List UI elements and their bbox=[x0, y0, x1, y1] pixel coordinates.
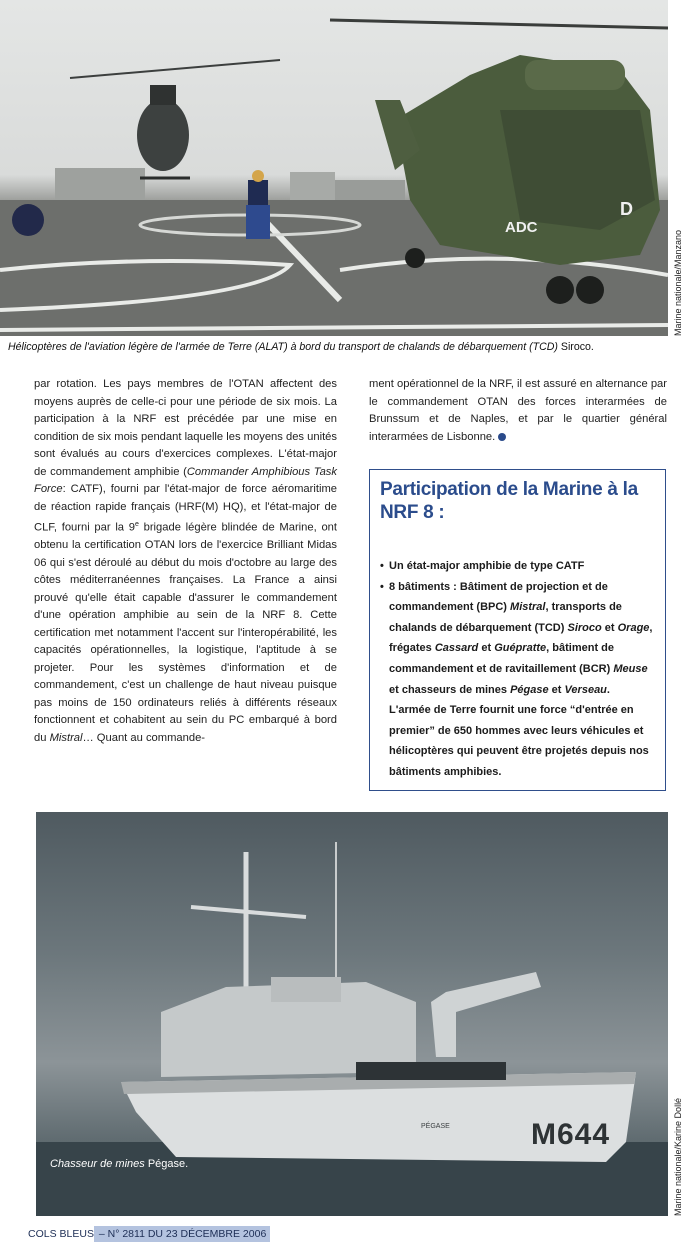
ship-name: Orage bbox=[617, 621, 650, 634]
info-box-text: . bbox=[606, 683, 610, 696]
article-superscript: e bbox=[134, 521, 139, 528]
info-box bbox=[369, 469, 666, 791]
info-box-text: 8 bâtiments : Bâtiment de projection et de commandement (BPC) bbox=[389, 580, 608, 614]
article-text-4: … Quant au commande- bbox=[82, 731, 206, 744]
helicopter-marking-code: ADC bbox=[505, 219, 538, 236]
article-text-1: par rotation. Les pays membres de l'OTAN affectent des moyens auprès de celle-ci pour une période de six mois. La participation à la NRF est précédée par une mise en condition de six mois pendant laquelle les moyens des unités sont évalués au cours d'exercices complexes. L'état-major de commandement amphibie ( bbox=[34, 378, 337, 478]
info-box-text: et bbox=[601, 621, 618, 634]
end-of-article-dot-icon bbox=[498, 433, 506, 441]
ship-name: Cassard bbox=[434, 642, 479, 655]
hull-number: M644 bbox=[531, 1118, 611, 1151]
bottom-caption-name: Pégase. bbox=[147, 1158, 189, 1170]
article-ship-mistral: Mistral bbox=[49, 731, 83, 744]
bullet-icon: • bbox=[380, 580, 384, 593]
top-caption-text: Hélicoptères de l'aviation légère de l'armée de Terre (ALAT) à bord du transport de chalands de débarquement (TCD) bbox=[8, 341, 558, 353]
article-paragraph-right bbox=[369, 376, 667, 446]
info-box-text: et chasseurs de mines bbox=[389, 683, 511, 696]
bottom-photo-credit: Marine nationale/Karine Dollé bbox=[673, 1097, 683, 1216]
ship-name: Siroco bbox=[567, 621, 602, 634]
article-right-column bbox=[369, 376, 667, 446]
helicopter-deck-photo bbox=[0, 0, 668, 336]
bottom-photo-caption bbox=[50, 1158, 188, 1170]
top-photo-credit: Marine nationale/Manzano bbox=[673, 229, 683, 336]
ship-name: Guépratte bbox=[494, 642, 547, 655]
article-text-right: ment opérationnel de la NRF, il est assuré en alternance par le commandement OTAN des forces interarmées de Brunssum et de Naples, et par le quartier général interarmées de Lisbonne. bbox=[369, 378, 667, 443]
info-box-text: , transports de chalands de débarquement (TCD) bbox=[389, 601, 622, 634]
footer-magazine: COLS BLEUS bbox=[28, 1228, 94, 1240]
info-box-text: et bbox=[548, 683, 565, 696]
article-text-3: brigade légère blindée de Marine, ont obtenu la certification OTAN lors de l'exercice Brilliant Midas 06 qui s'est déroulé au début du mois d'octobre au large des côtes méditerranéennes françaises. La France a ainsi prouvé qu'elle était capable d'assurer le commandement d'une opération amphibie au sein de la NRF 8. Cette certification met notamment l'accent sur l'interopérabilité, les capacités opérationnelles, la logistique, l'aptitude à se projeter. Pour les systèmes d'information et de commandement, c'est un challenge de haut niveau puisque pas moins de 150 ordinateurs reliés à différents réseaux fonctionnent et cohabitent au sein du PC embarqué à bord du bbox=[34, 521, 337, 744]
helicopter-left bbox=[70, 60, 280, 178]
minehunter-illustration bbox=[36, 812, 668, 1216]
ship-name: Pégase bbox=[510, 683, 549, 696]
info-box-text: , frégates bbox=[389, 621, 653, 655]
ship-name: Verseau bbox=[564, 683, 607, 696]
footer-issue: – N° 2811 DU 23 DÉCEMBRE 2006 bbox=[94, 1226, 270, 1242]
info-box-list bbox=[380, 556, 660, 783]
ship-name: Meuse bbox=[613, 662, 648, 675]
hull-name: PÉGASE bbox=[421, 1123, 450, 1130]
info-box-text: et bbox=[478, 642, 495, 655]
info-box-item-text: Un état-major amphibie de type CATF bbox=[389, 560, 585, 572]
article-left-column bbox=[34, 376, 337, 747]
top-caption-ship: Siroco. bbox=[560, 341, 594, 353]
info-box-title: Participation de la Marine à la NRF 8 : bbox=[380, 479, 638, 523]
minehunter-photo bbox=[36, 812, 668, 1216]
bottom-caption-text: Chasseur de mines bbox=[50, 1158, 145, 1170]
article-term-catf: Commander Amphibious Task Force bbox=[34, 465, 337, 495]
top-photo-caption bbox=[8, 341, 694, 353]
helicopter-deck-illustration bbox=[0, 0, 668, 336]
article-text-2: : CATF), fourni par l'état-major de force aéromaritime de réaction rapide français (HRF(M) HQ), et l'état-major de CLF, fourni par la 9 bbox=[34, 483, 337, 534]
info-box-text: , bâtiment de commandement et de ravitaillement (BCR) bbox=[389, 642, 614, 675]
page-footer bbox=[28, 1222, 270, 1246]
ship-name: Mistral bbox=[510, 601, 546, 614]
helicopter-marking-letter: D bbox=[620, 199, 633, 219]
info-box-item bbox=[380, 577, 660, 783]
bullet-icon: • bbox=[380, 560, 384, 572]
info-box-note: L'armée de Terre fournit une force “d'entrée en premier” de 650 hommes avec leurs véhicules et hélicoptères qui peuvent être projetés depuis nos bâtiments amphibies. bbox=[389, 704, 649, 778]
info-box-item bbox=[380, 556, 660, 577]
article-paragraph bbox=[34, 376, 337, 747]
